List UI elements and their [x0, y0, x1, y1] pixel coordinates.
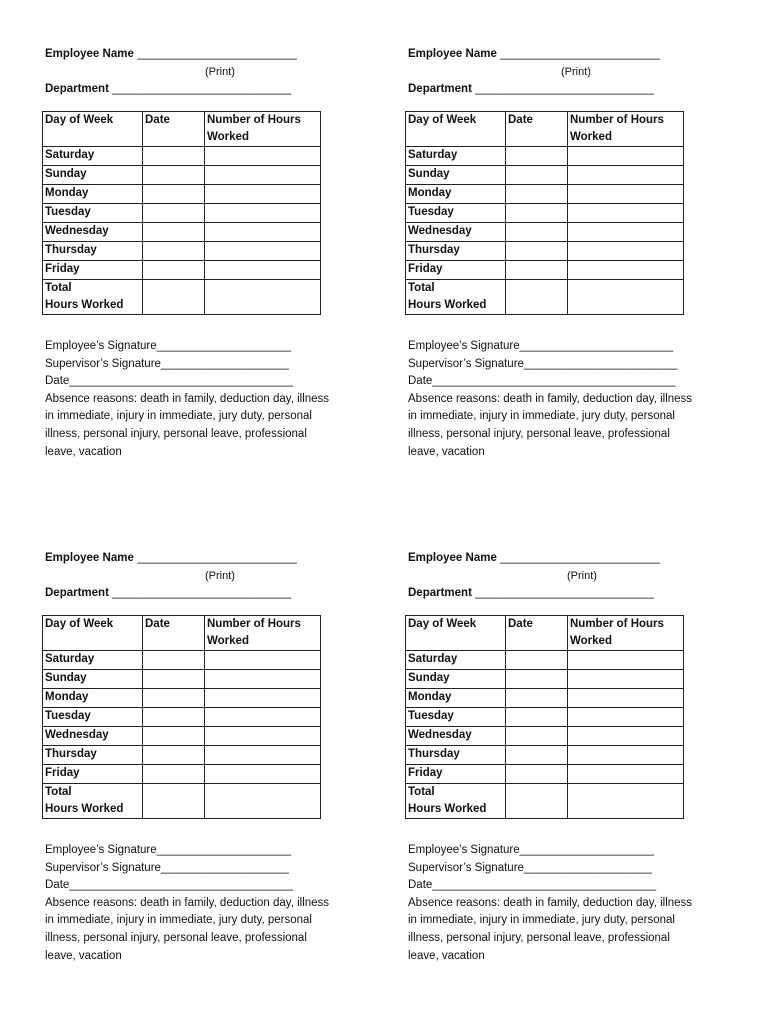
- employee-name-label: Employee Name: [45, 48, 134, 60]
- date-cell[interactable]: [143, 670, 205, 689]
- hours-cell[interactable]: [568, 223, 684, 242]
- supervisor-signature-row: [45, 356, 345, 374]
- total-hours-cell[interactable]: [568, 784, 684, 819]
- employee-signature-row: [45, 842, 345, 860]
- hours-cell[interactable]: [205, 708, 321, 727]
- total-label: [406, 784, 506, 819]
- hours-cell[interactable]: [568, 147, 684, 166]
- employee-signature-line[interactable]: _____________________: [156, 844, 291, 856]
- date-cell[interactable]: [506, 223, 568, 242]
- employee-name-row: [408, 552, 660, 564]
- table-row: [406, 223, 684, 242]
- employee-signature-row: [408, 842, 708, 860]
- date-cell[interactable]: [143, 689, 205, 708]
- employee-signature-line[interactable]: _____________________: [519, 844, 654, 856]
- column-header: Date: [143, 616, 205, 651]
- day-label: Friday: [43, 261, 143, 280]
- date-cell[interactable]: [143, 204, 205, 223]
- date-line[interactable]: ___________________________________: [69, 879, 294, 892]
- date-row: [408, 877, 708, 895]
- signature-block: [408, 338, 708, 461]
- print-label: (Print): [567, 570, 597, 582]
- hours-cell[interactable]: [205, 651, 321, 670]
- employee-signature-row: [408, 338, 708, 356]
- date-cell[interactable]: [506, 727, 568, 746]
- hours-cell[interactable]: [205, 166, 321, 185]
- employee-signature-line[interactable]: ________________________: [519, 340, 674, 352]
- day-label: Thursday: [43, 242, 143, 261]
- total-date-cell[interactable]: [143, 784, 205, 819]
- hours-cell[interactable]: [568, 746, 684, 765]
- department-label: Department: [408, 587, 472, 599]
- absence-reasons: Absence reasons: death in family, deduction day, illness in immediate, injury in immediate, jury duty, personal illness, personal injury, personal leave, professional leave, vacation: [408, 392, 693, 458]
- print-label: (Print): [561, 66, 591, 78]
- day-label: Wednesday: [406, 727, 506, 746]
- table-row: [43, 746, 321, 765]
- total-date-cell[interactable]: [506, 784, 568, 819]
- signature-block: [45, 842, 345, 965]
- table-row: [43, 727, 321, 746]
- table-row: [406, 261, 684, 280]
- employee-signature-label: Employee’s Signature: [408, 844, 520, 856]
- date-cell[interactable]: [143, 261, 205, 280]
- employee-name-row: [45, 552, 297, 564]
- day-label: Wednesday: [43, 727, 143, 746]
- hours-cell[interactable]: [568, 261, 684, 280]
- total-hours-cell[interactable]: [205, 784, 321, 819]
- date-row: [45, 373, 345, 391]
- table-row: [43, 765, 321, 784]
- absence-reasons: Absence reasons: death in family, deduction day, illness in immediate, injury in immediate, jury duty, personal illness, personal injury, personal leave, professional leave, vacation: [408, 896, 693, 962]
- employee-signature-line[interactable]: _____________________: [156, 340, 291, 352]
- column-header: Date: [143, 112, 205, 147]
- department-line[interactable]: ____________________________: [112, 83, 292, 95]
- date-cell[interactable]: [506, 185, 568, 204]
- total-hours-cell[interactable]: [568, 280, 684, 315]
- department-row: [408, 83, 654, 95]
- total-label-line2: Hours Worked: [408, 803, 487, 815]
- table-row: [406, 765, 684, 784]
- day-label: Friday: [406, 261, 506, 280]
- date-cell[interactable]: [506, 670, 568, 689]
- day-label: Thursday: [43, 746, 143, 765]
- column-header: Number of Hours Worked: [205, 616, 321, 651]
- hours-table: [405, 615, 684, 819]
- hours-cell[interactable]: [205, 242, 321, 261]
- hours-cell[interactable]: [568, 708, 684, 727]
- absence-reasons: Absence reasons: death in family, deduction day, illness in immediate, injury in immediate, jury duty, personal illness, personal injury, personal leave, professional leave, vacation: [45, 392, 330, 458]
- date-cell[interactable]: [143, 746, 205, 765]
- date-label: Date: [45, 375, 70, 388]
- total-label-line1: Total: [408, 282, 435, 294]
- table-row: [43, 651, 321, 670]
- date-cell[interactable]: [506, 765, 568, 784]
- day-label: Saturday: [406, 147, 506, 166]
- day-rows: [43, 147, 321, 280]
- table-row: [43, 242, 321, 261]
- department-row: [45, 587, 291, 599]
- employee-name-line[interactable]: _________________________: [500, 48, 660, 60]
- employee-name-line[interactable]: _________________________: [500, 552, 660, 564]
- department-line[interactable]: ____________________________: [475, 587, 655, 599]
- date-line[interactable]: ___________________________________: [69, 375, 294, 388]
- hours-cell[interactable]: [205, 727, 321, 746]
- table-row: [43, 223, 321, 242]
- hours-cell[interactable]: [205, 204, 321, 223]
- hours-table: [405, 111, 684, 315]
- table-row: [43, 708, 321, 727]
- day-label: Monday: [406, 689, 506, 708]
- date-label: Date: [408, 879, 433, 892]
- supervisor-signature-label: Supervisor’s Signature: [45, 357, 161, 370]
- table-header-row: [406, 616, 684, 651]
- hours-cell[interactable]: [568, 765, 684, 784]
- column-header: Number of Hours Worked: [205, 112, 321, 147]
- total-label-line2: Hours Worked: [45, 299, 124, 311]
- date-row: [45, 877, 345, 895]
- total-label: [43, 784, 143, 819]
- table-row: [406, 727, 684, 746]
- table-row: [43, 689, 321, 708]
- table-row: [406, 670, 684, 689]
- employee-name-label: Employee Name: [45, 552, 134, 564]
- hours-cell[interactable]: [568, 185, 684, 204]
- employee-name-row: [408, 48, 660, 60]
- employee-signature-label: Employee’s Signature: [45, 340, 157, 352]
- total-row: [406, 784, 684, 819]
- table-row: [406, 147, 684, 166]
- employee-signature-label: Employee’s Signature: [45, 844, 157, 856]
- day-label: Wednesday: [43, 223, 143, 242]
- day-rows: [406, 651, 684, 784]
- date-cell[interactable]: [143, 242, 205, 261]
- total-label-line1: Total: [45, 786, 72, 798]
- date-cell[interactable]: [506, 689, 568, 708]
- total-label-line2: Hours Worked: [408, 299, 487, 311]
- column-header: Number of Hours Worked: [568, 112, 684, 147]
- day-label: Monday: [43, 689, 143, 708]
- day-label: Sunday: [406, 670, 506, 689]
- supervisor-signature-row: [408, 356, 708, 374]
- hours-cell[interactable]: [205, 689, 321, 708]
- day-label: Tuesday: [406, 708, 506, 727]
- table-row: [406, 204, 684, 223]
- total-row: [43, 280, 321, 315]
- table-header-row: [406, 112, 684, 147]
- hours-cell[interactable]: [568, 166, 684, 185]
- total-label-line2: Hours Worked: [45, 803, 124, 815]
- column-header: Date: [506, 112, 568, 147]
- total-label: [406, 280, 506, 315]
- department-label: Department: [45, 83, 109, 95]
- total-hours-cell[interactable]: [205, 280, 321, 315]
- table-header-row: [43, 112, 321, 147]
- supervisor-signature-line[interactable]: ____________________: [523, 861, 652, 874]
- date-cell[interactable]: [143, 147, 205, 166]
- hours-table: [42, 615, 321, 819]
- day-label: Thursday: [406, 242, 506, 261]
- employee-name-label: Employee Name: [408, 48, 497, 60]
- signature-block: [408, 842, 708, 965]
- day-label: Sunday: [43, 166, 143, 185]
- hours-cell[interactable]: [205, 185, 321, 204]
- date-cell[interactable]: [143, 185, 205, 204]
- date-cell[interactable]: [506, 204, 568, 223]
- date-cell[interactable]: [143, 765, 205, 784]
- date-cell[interactable]: [506, 708, 568, 727]
- print-label: (Print): [205, 570, 235, 582]
- supervisor-signature-label: Supervisor’s Signature: [45, 861, 161, 874]
- signature-block: [45, 338, 345, 461]
- date-cell[interactable]: [506, 261, 568, 280]
- table-header-row: [43, 616, 321, 651]
- supervisor-signature-label: Supervisor’s Signature: [408, 861, 524, 874]
- date-row: [408, 373, 708, 391]
- date-label: Date: [45, 879, 70, 892]
- hours-cell[interactable]: [568, 242, 684, 261]
- day-label: Saturday: [43, 147, 143, 166]
- supervisor-signature-line[interactable]: ____________________: [160, 357, 289, 370]
- date-cell[interactable]: [506, 147, 568, 166]
- day-rows: [406, 147, 684, 280]
- table-row: [43, 166, 321, 185]
- day-label: Friday: [406, 765, 506, 784]
- employee-name-label: Employee Name: [408, 552, 497, 564]
- department-row: [45, 83, 291, 95]
- print-label: (Print): [205, 66, 235, 78]
- day-label: Sunday: [406, 166, 506, 185]
- supervisor-signature-line[interactable]: ____________________: [160, 861, 289, 874]
- day-label: Friday: [43, 765, 143, 784]
- hours-cell[interactable]: [205, 223, 321, 242]
- column-header: Number of Hours Worked: [568, 616, 684, 651]
- department-label: Department: [408, 83, 472, 95]
- day-label: Tuesday: [43, 204, 143, 223]
- employee-signature-row: [45, 338, 345, 356]
- table-row: [406, 166, 684, 185]
- table-row: [43, 670, 321, 689]
- table-row: [406, 185, 684, 204]
- table-row: [406, 689, 684, 708]
- total-label: [43, 280, 143, 315]
- column-header: Day of Week: [406, 112, 506, 147]
- total-row: [406, 280, 684, 315]
- day-label: Tuesday: [406, 204, 506, 223]
- column-header: Day of Week: [406, 616, 506, 651]
- table-row: [43, 147, 321, 166]
- date-cell[interactable]: [143, 708, 205, 727]
- date-cell[interactable]: [506, 651, 568, 670]
- hours-cell[interactable]: [205, 261, 321, 280]
- employee-signature-label: Employee’s Signature: [408, 340, 520, 352]
- table-row: [406, 708, 684, 727]
- date-cell[interactable]: [506, 166, 568, 185]
- table-row: [43, 185, 321, 204]
- table-row: [406, 651, 684, 670]
- day-label: Tuesday: [43, 708, 143, 727]
- date-line[interactable]: ______________________________________: [432, 375, 676, 388]
- employee-name-row: [45, 48, 297, 60]
- employee-name-line[interactable]: _________________________: [137, 48, 297, 60]
- date-cell[interactable]: [143, 166, 205, 185]
- supervisor-signature-label: Supervisor’s Signature: [408, 357, 524, 370]
- hours-cell[interactable]: [205, 147, 321, 166]
- hours-cell[interactable]: [568, 204, 684, 223]
- day-label: Saturday: [406, 651, 506, 670]
- date-label: Date: [408, 375, 433, 388]
- total-date-cell[interactable]: [506, 280, 568, 315]
- date-cell[interactable]: [506, 746, 568, 765]
- table-row: [406, 746, 684, 765]
- date-line[interactable]: ___________________________________: [432, 879, 657, 892]
- table-row: [43, 204, 321, 223]
- date-cell[interactable]: [143, 651, 205, 670]
- employee-name-line[interactable]: _________________________: [137, 552, 297, 564]
- hours-table: [42, 111, 321, 315]
- department-label: Department: [45, 587, 109, 599]
- day-label: Thursday: [406, 746, 506, 765]
- department-line[interactable]: ____________________________: [475, 83, 655, 95]
- total-label-line1: Total: [45, 282, 72, 294]
- absence-reasons: Absence reasons: death in family, deduction day, illness in immediate, injury in immediate, jury duty, personal illness, personal injury, personal leave, professional leave, vacation: [45, 896, 330, 962]
- total-date-cell[interactable]: [143, 280, 205, 315]
- supervisor-signature-row: [45, 860, 345, 878]
- date-cell[interactable]: [506, 242, 568, 261]
- date-cell[interactable]: [143, 223, 205, 242]
- day-label: Monday: [43, 185, 143, 204]
- table-row: [406, 242, 684, 261]
- column-header: Date: [506, 616, 568, 651]
- hours-cell[interactable]: [205, 670, 321, 689]
- hours-cell[interactable]: [568, 689, 684, 708]
- day-label: Monday: [406, 185, 506, 204]
- hours-cell[interactable]: [568, 651, 684, 670]
- supervisor-signature-row: [408, 860, 708, 878]
- supervisor-signature-line[interactable]: ________________________: [523, 357, 678, 370]
- total-row: [43, 784, 321, 819]
- total-label-line1: Total: [408, 786, 435, 798]
- day-label: Wednesday: [406, 223, 506, 242]
- day-rows: [43, 651, 321, 784]
- hours-cell[interactable]: [205, 765, 321, 784]
- table-row: [43, 261, 321, 280]
- column-header: Day of Week: [43, 112, 143, 147]
- hours-cell[interactable]: [568, 670, 684, 689]
- hours-cell[interactable]: [205, 746, 321, 765]
- department-line[interactable]: ____________________________: [112, 587, 292, 599]
- hours-cell[interactable]: [568, 727, 684, 746]
- date-cell[interactable]: [143, 727, 205, 746]
- column-header: Day of Week: [43, 616, 143, 651]
- day-label: Saturday: [43, 651, 143, 670]
- department-row: [408, 587, 654, 599]
- day-label: Sunday: [43, 670, 143, 689]
